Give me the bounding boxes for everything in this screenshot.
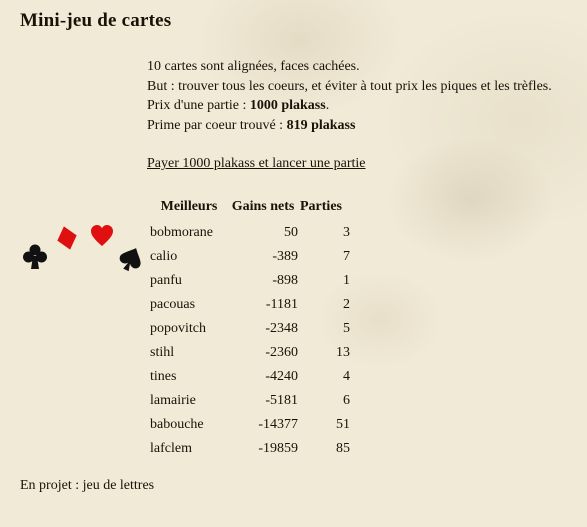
bonus-line	[147, 116, 552, 136]
player-name: popovitch	[150, 321, 206, 336]
game-description	[147, 57, 552, 135]
diamond-icon[interactable]	[55, 225, 79, 251]
player-name: babouche	[150, 417, 204, 432]
club-icon[interactable]	[22, 243, 48, 271]
games-played: 5	[343, 321, 350, 336]
net-gain: -2348	[265, 321, 298, 336]
player-name: lafclem	[150, 441, 192, 456]
spade-icon[interactable]	[118, 245, 144, 273]
table-row	[148, 341, 354, 365]
play-game-link[interactable]: Payer 1000 plakass et lancer une partie	[147, 156, 366, 171]
games-played: 85	[336, 441, 350, 456]
leaderboard-header-row	[148, 199, 354, 221]
table-row	[148, 245, 354, 269]
table-row	[148, 437, 354, 461]
price-value: 1000 plakass	[249, 98, 326, 113]
player-name: stihl	[150, 345, 175, 360]
header-players: Meilleurs	[160, 199, 218, 214]
header-net-gains: Gains nets	[231, 199, 295, 214]
player-name: lamairie	[150, 393, 196, 408]
net-gain: -389	[272, 249, 298, 264]
player-name: panfu	[150, 273, 182, 288]
net-gain: -19859	[258, 441, 298, 456]
heart-icon[interactable]	[90, 224, 114, 248]
table-row	[148, 365, 354, 389]
player-name: calio	[150, 249, 178, 264]
bonus-label: Prime par coeur trouvé :	[147, 117, 287, 133]
table-row	[148, 269, 354, 293]
page-title: Mini-jeu de cartes	[20, 10, 172, 31]
table-row	[148, 293, 354, 317]
player-name: bobmorane	[150, 225, 213, 240]
games-played: 2	[343, 297, 350, 312]
net-gain: -14377	[258, 417, 298, 432]
footer-note: En projet : jeu de lettres	[20, 478, 155, 493]
table-row	[148, 317, 354, 341]
leaderboard-table	[148, 199, 354, 461]
table-row	[148, 221, 354, 245]
header-games: Parties	[300, 199, 342, 214]
net-gain: -1181	[265, 297, 298, 312]
player-name: tines	[150, 369, 177, 384]
net-gain: -2360	[265, 345, 298, 360]
games-played: 13	[336, 345, 350, 360]
games-played: 6	[343, 393, 350, 408]
net-gain: -5181	[265, 393, 298, 408]
net-gain: 50	[284, 225, 298, 240]
net-gain: -4240	[265, 369, 298, 384]
games-played: 51	[336, 417, 350, 432]
table-row	[148, 389, 354, 413]
games-played: 3	[343, 225, 350, 240]
price-label: Prix d'une partie :	[147, 98, 250, 113]
games-played: 4	[343, 369, 350, 384]
games-played: 7	[343, 249, 350, 264]
bonus-value: 819 plakass	[286, 117, 356, 133]
player-name: pacouas	[150, 297, 196, 312]
price-line: Prix d'une partie : 1000 plakass.	[147, 98, 330, 113]
table-row	[148, 413, 354, 437]
intro-line-1: 10 cartes sont alignées, faces cachées.	[147, 59, 360, 74]
net-gain: -898	[272, 273, 298, 288]
intro-line-2: But : trouver tous les coeurs, et éviter à tout prix les piques et les trèfles.	[147, 78, 552, 94]
games-played: 1	[343, 273, 350, 288]
